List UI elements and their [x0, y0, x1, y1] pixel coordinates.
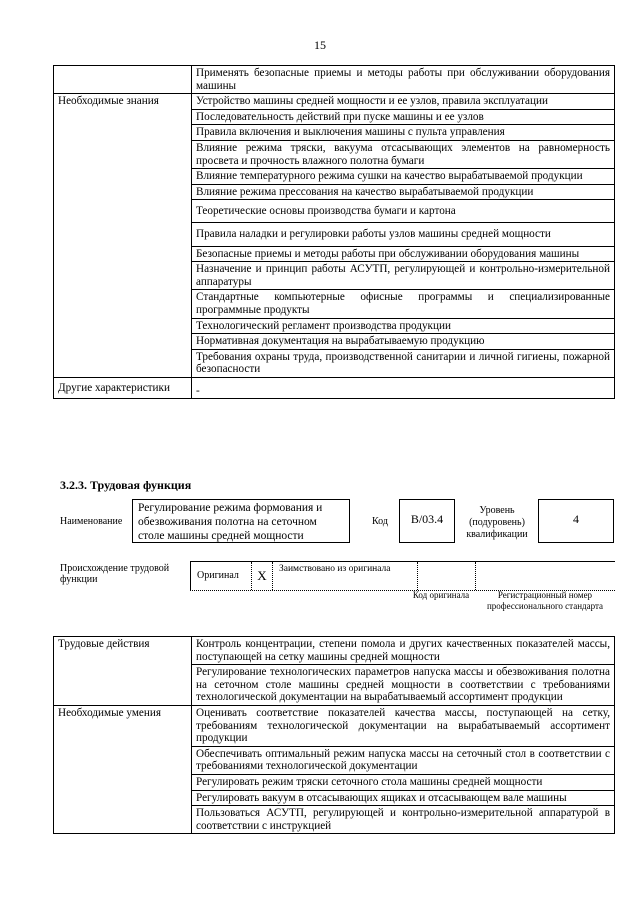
knowledge-item: Технологический регламент производства продукции: [192, 318, 615, 334]
knowledge-item: Безопасные приемы и методы работы при обслуживании оборудования машины: [192, 246, 615, 262]
actions-skills-table: [53, 636, 615, 834]
skill-item: Оценивать соответствие показателей качества массы, поступающей на сетку, требованиям технологической документации на вырабатываемый ассортимент продукции: [192, 705, 615, 746]
origin-row: [190, 561, 615, 591]
knowledge-item: Влияние режима тряски, вакуума отсасывающих элементов на равномерность просвета и прочность влажного полотна бумаги: [192, 140, 615, 168]
empty-label-cell: [54, 66, 192, 94]
knowledge-item: Влияние режима прессования на качество вырабатываемой продукции: [192, 184, 615, 200]
actions-label: Трудовые действия: [54, 637, 192, 706]
knowledge-item: Правила включения и выключения машины с пульта управления: [192, 125, 615, 141]
knowledge-item: Теоретические основы производства бумаги и картона: [192, 200, 615, 223]
knowledge-item: Стандартные компьютерные офисные программы и специализированные программные продукты: [192, 290, 615, 318]
section-title: 3.2.3. Трудовая функция: [60, 478, 192, 492]
code-caption: Код оригинала: [412, 590, 470, 600]
page-number: 15: [314, 38, 326, 52]
original-mark: X: [251, 562, 273, 590]
skill-item: Регулировать вакуум в отсасывающих ящиках и отсасывающем вале машины: [192, 790, 615, 806]
original-label: Оригинал: [197, 570, 239, 581]
borrowed-label: Заимствовано из оригинала: [279, 564, 391, 574]
knowledge-item: Влияние температурного режима сушки на качество вырабатываемой продукции: [192, 169, 615, 185]
skills-label: Необходимые умения: [54, 705, 192, 833]
level-value: 4: [538, 499, 614, 543]
other-value: -: [192, 377, 615, 399]
skill-item: Обеспечивать оптимальный режим напуска массы на сеточный стол в соответствии с требованиями технологической документации: [192, 746, 615, 774]
knowledge-item: Правила наладки и регулировки работы узлов машины средней мощности: [192, 222, 615, 246]
action-item: Регулирование технологических параметров напуска массы и обезвоживания полотна на сеточном столе машины средней мощности в соответствии с требованиями технологической документации на вырабатываемый ассортимент продукции: [192, 665, 615, 706]
divider: [417, 562, 418, 590]
action-item: Контроль концентрации, степени помола и других качественных показателей массы, поступающей на сетку машины средней мощности: [192, 637, 615, 665]
name-label: Наименование: [60, 516, 123, 527]
reg-caption: Регистрационный номер профессионального стандарта: [486, 590, 604, 611]
knowledge-table: [53, 65, 615, 399]
skill-item: Пользоваться АСУТП, регулирующей и контрольно-измерительной аппаратурой в соответствии с инструкцией: [192, 806, 615, 834]
knowledge-item: Требования охраны труда, производственной санитарии и личной гигиены, пожарной безопасности: [192, 349, 615, 377]
knowledge-item: Нормативная документация на вырабатываемую продукцию: [192, 334, 615, 350]
knowledge-item: Назначение и принцип работы АСУТП, регулирующей и контрольно-измерительной аппаратуры: [192, 262, 615, 290]
origin-label: Происхождение трудовой функции: [60, 563, 170, 585]
knowledge-label: Необходимые знания: [54, 94, 192, 378]
code-label: Код: [372, 516, 388, 527]
level-label: Уровень (подуровень) квалификации: [466, 505, 528, 540]
code-value: B/03.4: [399, 499, 455, 543]
skill-item: Регулировать режим тряски сеточного стола машины средней мощности: [192, 774, 615, 790]
knowledge-item: Устройство машины средней мощности и ее узлов, правила эксплуатации: [192, 94, 615, 110]
continuation-cell: Применять безопасные приемы и методы работы при обслуживании оборудования машины: [192, 66, 615, 94]
knowledge-item: Последовательность действий при пуске машины и ее узлов: [192, 109, 615, 125]
divider: [475, 562, 476, 590]
other-label: Другие характеристики: [54, 377, 192, 399]
name-value: Регулирование режима формования и обезвоживания полотна на сеточном столе машины средней мощности: [132, 499, 350, 543]
